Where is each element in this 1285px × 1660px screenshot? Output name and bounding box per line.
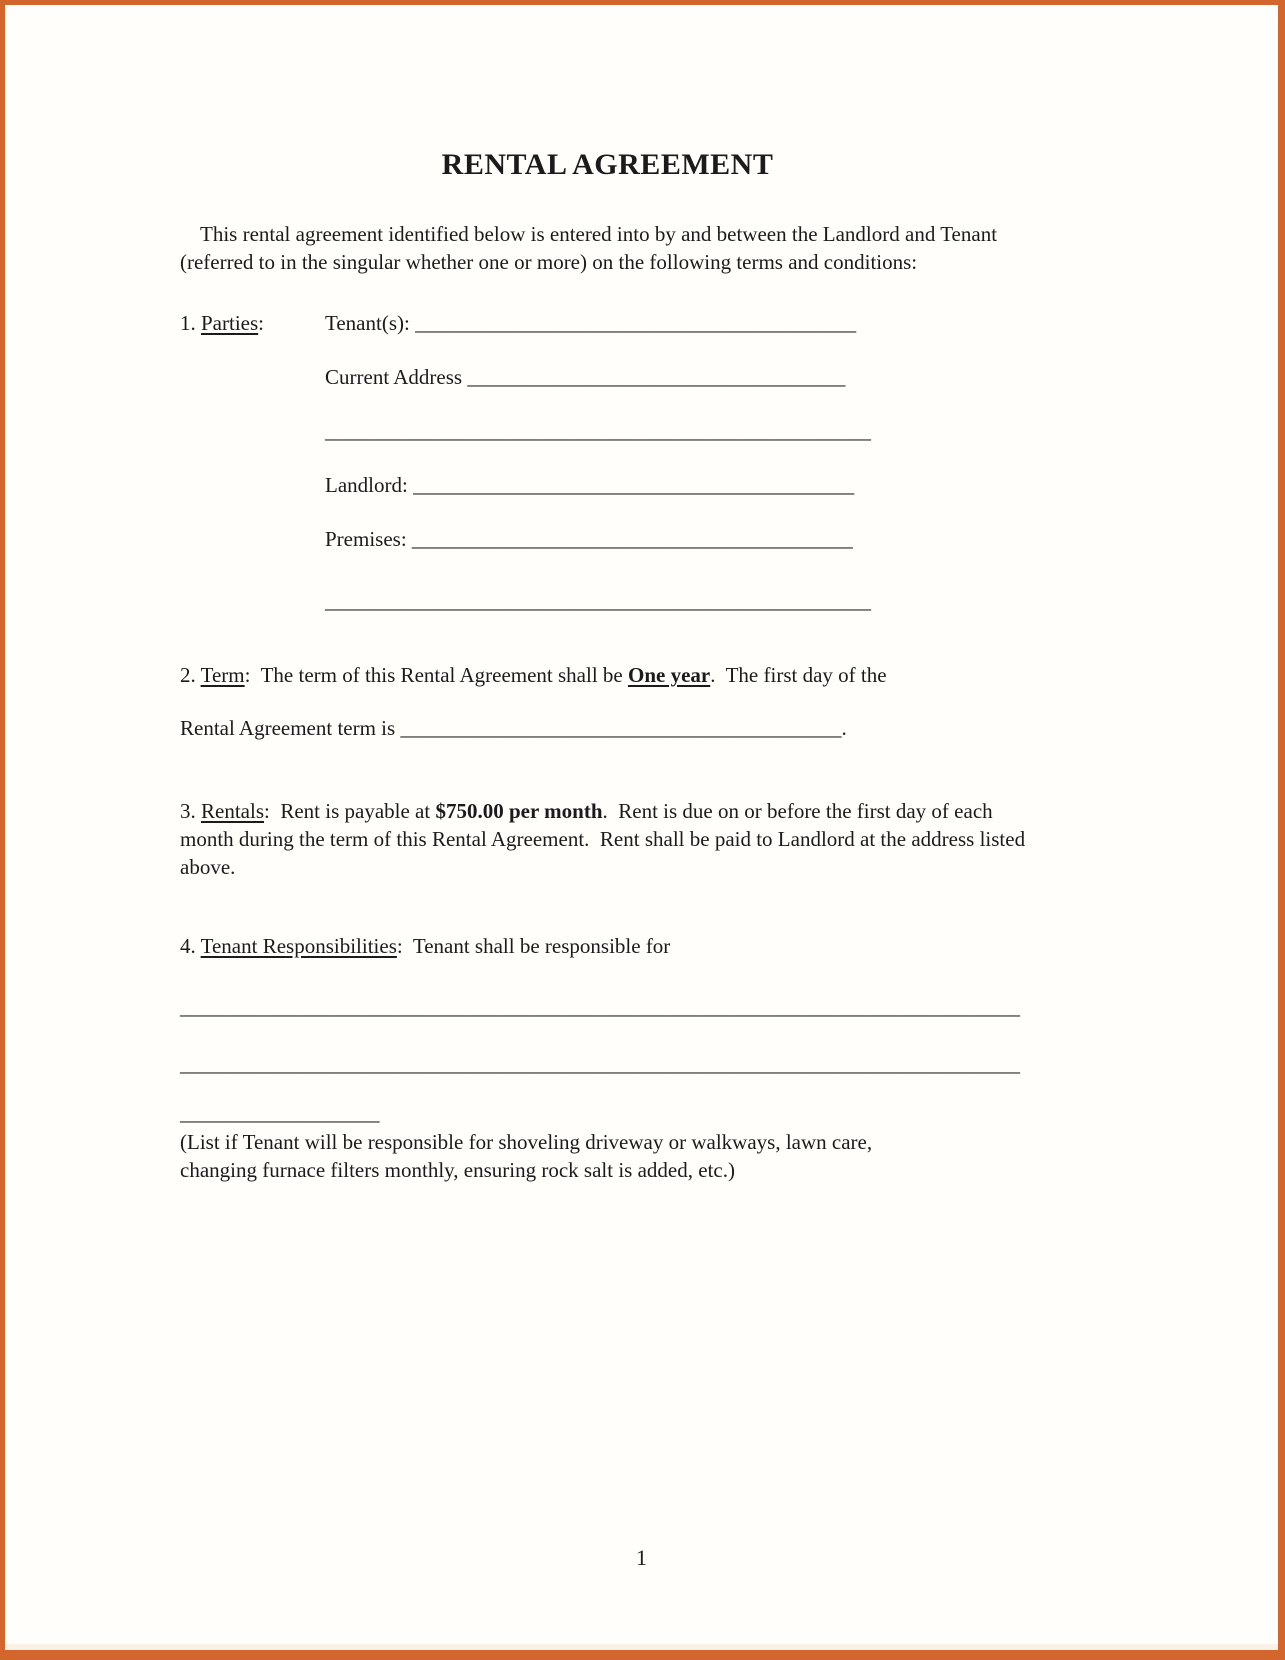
- section-parties: [180, 310, 1035, 615]
- parties-row-landlord: [180, 472, 1035, 499]
- term-line1: [180, 662, 1035, 689]
- intro-paragraph: This rental agreement identified below is entered into by and between the Landlord and Tenant (referred to in the singular whether one or more) on the following terms and conditions:: [180, 222, 998, 274]
- document-content: [180, 146, 1035, 1184]
- responsibilities-number: 4.: [180, 934, 201, 958]
- document-title: RENTAL AGREEMENT: [441, 148, 774, 181]
- rentals-heading-label: Rentals: [201, 799, 264, 823]
- responsibilities-blank-line-2: ________________________________________________________________________________: [180, 1052, 1020, 1076]
- tenant-blank-line: __________________________________________: [415, 311, 857, 335]
- premises-label: Premises:: [325, 527, 407, 551]
- parties-row-premises2: [180, 588, 1035, 615]
- rentals-number: 3.: [180, 799, 201, 823]
- section-rentals: [180, 797, 1035, 881]
- term-line2: [180, 715, 1035, 742]
- rent-amount-value: $750.00 per month: [435, 799, 603, 823]
- landlord-label: Landlord:: [325, 473, 408, 497]
- term-text-before: : The term of this Rental Agreement shall be: [244, 663, 628, 687]
- responsibilities-blank-line-1: ________________________________________________________________________________: [180, 995, 1020, 1019]
- term-start-blank-line: __________________________________________: [400, 716, 842, 740]
- parties-colon: :: [258, 311, 264, 335]
- parties-row-address: [180, 364, 1035, 391]
- current-address-blank-line: ____________________________________: [467, 365, 846, 389]
- responsibilities-blank-line-3: ___________________: [180, 1101, 380, 1125]
- current-address-label: Current Address: [325, 365, 463, 389]
- responsibilities-text-after: : Tenant shall be responsible for: [396, 934, 671, 958]
- section-responsibilities-heading: [180, 933, 1035, 960]
- rentals-text-after: . Rent is due on or before the first day of each month during the term of this Rental Agreement. Rent shall be paid to Landlord at the address listed above.: [180, 799, 1031, 879]
- term-text-after: . The first day of the: [710, 663, 887, 687]
- premises-blank-line-2: ____________________________________________________: [325, 589, 871, 613]
- parties-row-tenant: [180, 310, 1035, 337]
- current-address-blank-line-2: ____________________________________________________: [325, 419, 871, 443]
- responsibilities-note-line1: (List if Tenant will be responsible for shoveling driveway or walkways, lawn care,: [180, 1130, 873, 1154]
- term-heading-label: Term: [200, 663, 245, 687]
- term-number: 2.: [180, 663, 201, 687]
- responsibilities-note-line2: changing furnace filters monthly, ensuring rock salt is added, etc.): [180, 1158, 735, 1182]
- responsibilities-note: [180, 1128, 1035, 1184]
- parties-heading-label: Parties: [201, 311, 259, 335]
- responsibilities-heading-label: Tenant Responsibilities: [200, 934, 397, 958]
- term-line2-period: .: [841, 716, 847, 740]
- page-number: 1: [636, 1545, 647, 1570]
- parties-section-heading: [180, 310, 264, 337]
- premises-blank-line: __________________________________________: [411, 527, 853, 551]
- landlord-blank-line: __________________________________________: [413, 473, 855, 497]
- rentals-text-before: : Rent is payable at: [264, 799, 436, 823]
- parties-row-address2: [180, 418, 1035, 445]
- parties-row-premises: [180, 526, 1035, 553]
- parties-number: 1.: [180, 311, 201, 335]
- term-value: One year: [628, 663, 711, 687]
- section-term: [180, 662, 1035, 742]
- term-start-label: Rental Agreement term is: [180, 716, 401, 740]
- tenant-label: Tenant(s):: [325, 311, 410, 335]
